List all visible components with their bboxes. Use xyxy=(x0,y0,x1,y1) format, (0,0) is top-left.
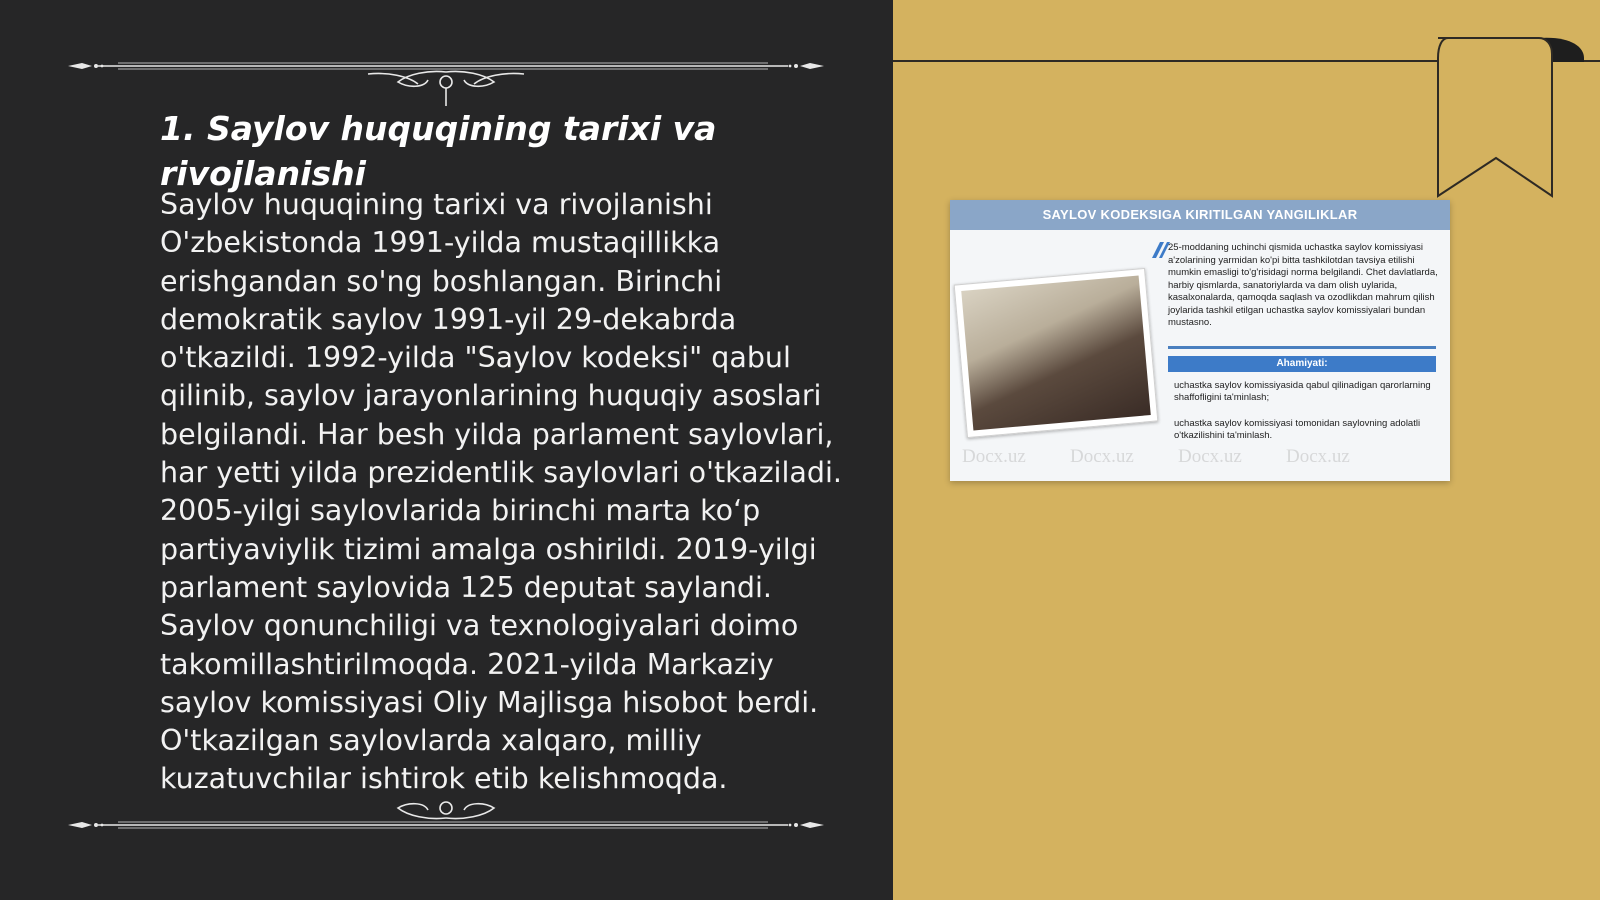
watermark: Docx.uz xyxy=(1286,446,1350,467)
slide-body-text: Saylov huquqining tarixi va rivojlanishi O'zbekistonda 1991-yilda mustaqillikka erishgandan so'ng boshlangan. Birinchi demokratik saylov 1991-yil 29-dekabrda o'tkazildi. 1992-yilda "Saylov kodeksi" qabul qilinib, saylov jarayonlarining huquqiy asoslari belgilandi. Har besh yilda parlament saylovlari, har yetti yilda prezidentlik saylovlari o'tkaziladi. 2005-yilgi saylovlarida birinchi marta ko‘p partiyaviylik tizimi amalga oshirildi. 2019-yilgi parlament saylovida 125 deputat saylandi. Saylov qonunchiligi va texnologiyalari doimo takomillashtirilmoqda. 2021-yilda Markaziy saylov komissiyasi Oliy Majlisga hisobot berdi. O'tkazilgan saylovlarda xalqaro, milliy kuzatuvchilar ishtirok etib kelishmoqda. xyxy=(160,188,842,796)
top-ornament-divider xyxy=(68,58,824,108)
card-rule xyxy=(1168,346,1436,349)
embedded-info-card xyxy=(950,200,1450,481)
watermark: Docx.uz xyxy=(1178,446,1242,467)
watermark: Docx.uz xyxy=(1070,446,1134,467)
card-header: SAYLOV KODEKSIGA KIRITILGAN YANGILIKLAR xyxy=(950,200,1450,230)
card-bullet: uchastka saylov komissiyasi tomonidan saylovning adolatli o'tkazilishini ta'minlash. xyxy=(1174,418,1421,441)
bottom-ornament-divider xyxy=(68,780,824,830)
bookmark-ribbon-icon xyxy=(1434,36,1596,198)
slide-title: 1. Saylov huquqining tarixi va rivojlanishi xyxy=(160,109,717,193)
meeting-photo xyxy=(954,268,1159,438)
card-section-label: Ahamiyati: xyxy=(1168,356,1436,372)
slash-accent-icon xyxy=(1146,242,1170,258)
card-bullet: uchastka saylov komissiyasida qabul qilinadigan qarorlarning shaffofligini ta'minlash; xyxy=(1174,380,1431,403)
card-paragraph: 25-moddaning uchinchi qismida uchastka saylov komissiyasi a'zolarining yarmidan ko'pi bitta tashkilotdan tavsiya etilishi mumkin emasligi to'g'risidagi norma belgilandi. Chet davlatlarda, harbiy qismlarda, sanatoriylarda va dam olish uylarida, kasalxonalarda, qamoqda saqlash va ozodlikdan mahrum qilish joylarida tashkil etilgan uchastka saylov komissiyalari bundan mustasno. xyxy=(1168,242,1438,328)
photo-placeholder-icon xyxy=(961,276,1151,431)
watermark: Docx.uz xyxy=(962,446,1026,467)
